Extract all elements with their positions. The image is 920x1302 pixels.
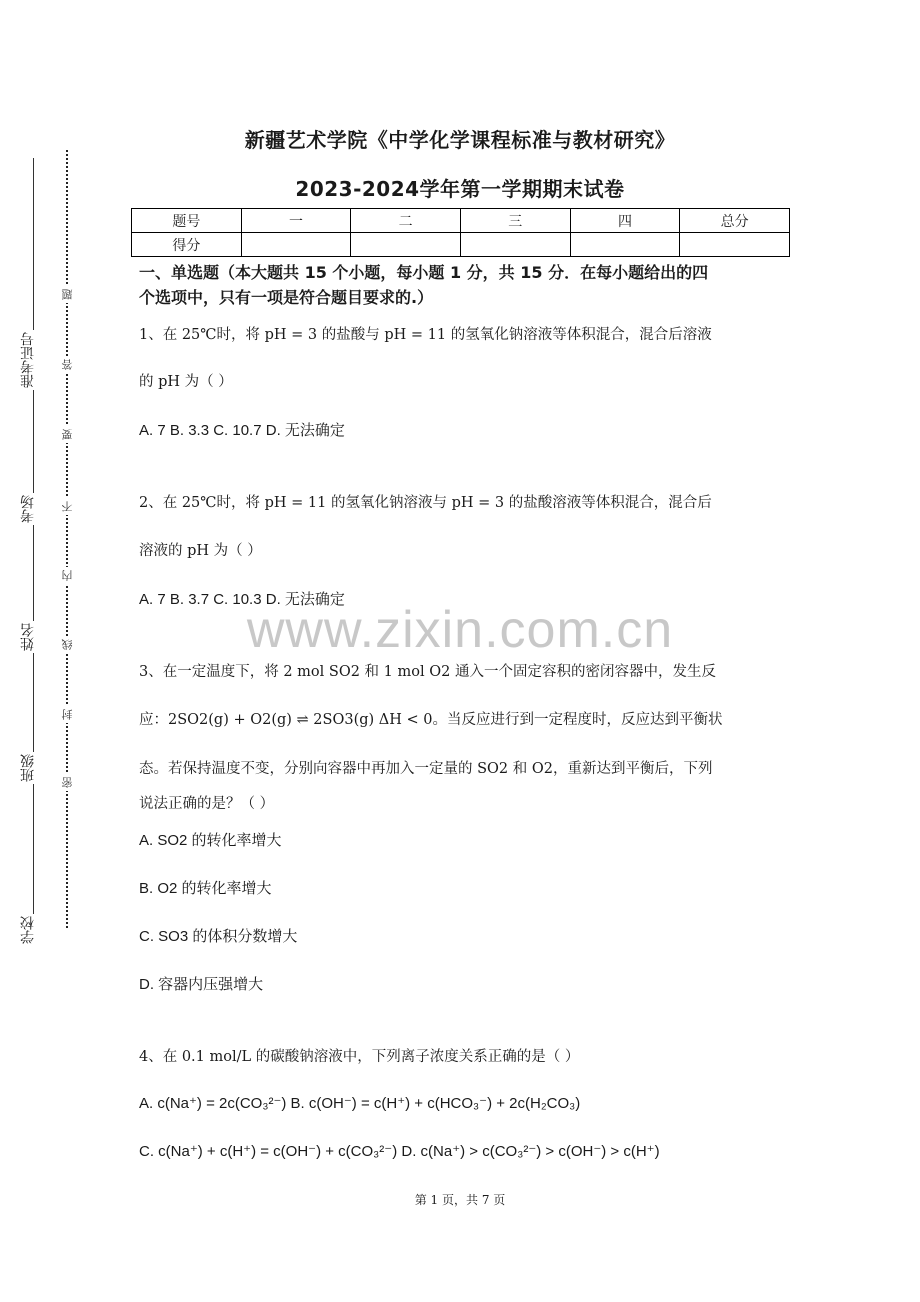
seal-char-feng: 封 (60, 706, 76, 723)
q3-stem-line3: 态。若保持温度不变，分别向容器中再加入一定量的 SO2 和 O2，重新达到平衡后，下列 (139, 761, 713, 777)
score-entry-2 (351, 233, 461, 257)
q3-stem-line4: 说法正确的是？（ ） (139, 796, 275, 812)
seal-char-yao: 要 (60, 426, 76, 443)
section-header-line2: 个选项中，只有一项是符合题目要求的.） (139, 288, 434, 307)
q3-option-d: D. 容器内压强增大 (139, 976, 264, 993)
q4-stem-line1: 4、在 0.1 mol/L 的碳酸钠溶液中，下列离子浓度关系正确的是（ ） (139, 1049, 580, 1065)
seal-char-mi: 密 (60, 774, 76, 791)
q3-stem-line1: 3、在一定温度下，将 2 mol SO2 和 1 mol O2 通入一个固定容积的密闭容器中，发生反 (139, 664, 716, 680)
watermark: www.zixin.com.cn (246, 601, 674, 659)
q2-stem-line1: 2、在 25℃时，将 pH = 11 的氢氧化钠溶液与 pH = 3 的盐酸溶液等体积混合，混合后 (139, 495, 712, 511)
score-cell-total: 总分 (680, 209, 790, 233)
margin-label-name: 姓名 (20, 623, 36, 651)
q3-stem-line2: 应：2SO2(g) + O2(g) ⇌ 2SO3(g) ΔH < 0。当反应进行到一定程度时，反应达到平衡状 (139, 712, 723, 728)
margin-label-class: 班级 (20, 754, 36, 782)
q2-options: A. 7 B. 3.7 C. 10.3 D. 无法确定 (139, 591, 345, 608)
score-entry-3 (460, 233, 570, 257)
binding-dotted-line (66, 150, 68, 928)
score-table (131, 208, 790, 257)
score-table-score-row (132, 233, 790, 257)
exam-title-line1: 新疆艺术学院《中学化学课程标准与教材研究》 (244, 128, 676, 152)
margin-label-school: 学校 (20, 916, 36, 944)
score-entry-1 (241, 233, 351, 257)
q4-option-c: C. c(Na⁺) + c(H⁺) = c(OH⁻) + c(CO₃²⁻) (139, 1143, 398, 1160)
q3-option-a: A. SO2 的转化率增大 (139, 832, 282, 849)
binding-solid-line (33, 158, 34, 938)
seal-char-da: 答 (60, 356, 76, 373)
section-header-line1: 一、单选题（本大题共 15 个小题，每小题 1 分，共 15 分．在每小题给出的四 (139, 263, 709, 282)
score-entry-total (680, 233, 790, 257)
q4-option-b: B. c(OH⁻) = c(H⁺) + c(HCO₃⁻) + 2c(H₂CO₃) (290, 1095, 581, 1112)
margin-label-exam-id: 准考证号 (20, 332, 36, 388)
q4-options-row2 (139, 1142, 799, 1160)
score-cell-col3: 三 (460, 209, 570, 233)
q1-options: A. 7 B. 3.3 C. 10.7 D. 无法确定 (139, 422, 345, 439)
q4-options-row1 (139, 1094, 799, 1112)
q4-option-a: A. c(Na⁺) = 2c(CO₃²⁻) (139, 1095, 287, 1112)
score-cell-label: 题号 (132, 209, 242, 233)
exam-title-line2: 2023-2024学年第一学期期末试卷 (295, 177, 625, 201)
seal-char-nei: 内 (60, 567, 76, 584)
score-entry-4 (570, 233, 680, 257)
seal-char-xian: 线 (60, 636, 76, 653)
q4-option-d: D. c(Na⁺) > c(CO₃²⁻) > c(OH⁻) > c(H⁺) (401, 1143, 660, 1160)
seal-char-ti: 题 (60, 286, 76, 303)
q1-stem-line2: 的 pH 为（ ） (139, 374, 233, 390)
score-row-label: 得分 (132, 233, 242, 257)
score-table-header-row (132, 209, 790, 233)
seal-char-bu: 不 (60, 498, 76, 515)
page-footer: 第 1 页，共 7 页 (414, 1193, 506, 1207)
q3-option-c: C. SO3 的体积分数增大 (139, 928, 298, 945)
score-cell-col4: 四 (570, 209, 680, 233)
score-cell-col1: 一 (241, 209, 351, 233)
margin-label-exam-room: 考场 (20, 495, 36, 523)
q3-option-b: B. O2 的转化率增大 (139, 880, 272, 897)
score-cell-col2: 二 (351, 209, 461, 233)
q1-stem-line1: 1、在 25℃时，将 pH = 3 的盐酸与 pH = 11 的氢氧化钠溶液等体积混合，混合后溶液 (139, 327, 712, 343)
q2-stem-line2: 溶液的 pH 为（ ） (139, 543, 262, 559)
